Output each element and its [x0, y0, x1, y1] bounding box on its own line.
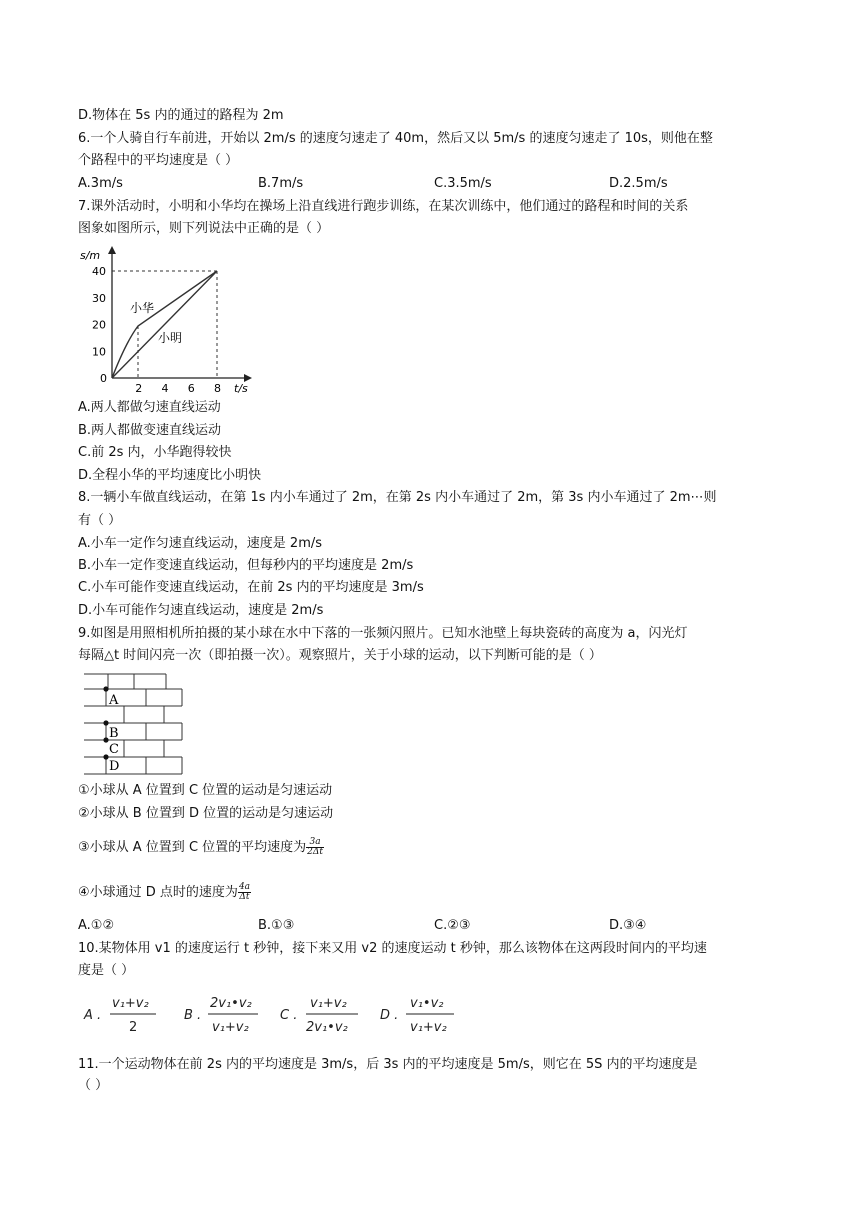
tile-label-d: D: [109, 759, 120, 774]
q6-stem-line1: 6.一个人骑自行车前进，开始以 2m/s 的速度匀速走了 40m，然后又以 5m/s 的速度匀速走了 10s，则他在整: [78, 131, 713, 146]
q7-option-a: A.两人都做匀速直线运动: [78, 400, 221, 415]
q10-label-d: D .: [380, 1008, 399, 1023]
q9-options: [78, 918, 798, 934]
q10-stem-line1: 10.某物体用 v1 的速度运行 t 秒钟，接下来又用 v2 的速度运动 t 秒钟，那么该物体在这两段时间内的平均速: [78, 941, 707, 956]
q5-option-d: D.物体在 5s 内的通过的路程为 2m: [78, 108, 284, 123]
q10-a-num: v₁+v₂: [112, 996, 149, 1011]
q9-option-d: D.③④: [609, 918, 647, 933]
origin-label: 0: [100, 372, 107, 385]
q6-stem-line2: 个路程中的平均速度是（ ）: [78, 153, 239, 168]
q8-option-d: D.小车可能作匀速直线运动，速度是 2m/s: [78, 603, 324, 618]
ball-b: [103, 720, 108, 725]
q6-option-d: D.2.5m/s: [609, 176, 668, 191]
x-tick-label: 4: [161, 382, 169, 394]
q7-option-b: B.两人都做变速直线运动: [78, 423, 222, 438]
q9-stem-line1: 9.如图是用照相机所拍摄的某小球在水中下落的一张频闪照片。已知水池壁上每块瓷砖的高度为 a，闪光灯: [78, 626, 688, 641]
ball-d: [103, 754, 108, 759]
q10-label-b: B .: [184, 1008, 202, 1023]
q9-option-a: A.①②: [78, 918, 115, 933]
q9-stem-line2: 每隔△t 时间闪亮一次（即拍摄一次）。观察照片，关于小球的运动，以下判断可能的是（ ）: [78, 648, 602, 663]
q10-d-num: v₁•v₂: [410, 996, 444, 1011]
tile-label-a: A: [109, 693, 119, 708]
y-tick-label: 20: [92, 318, 106, 332]
series-xiaoming: [112, 271, 217, 378]
q10-c-num: v₁+v₂: [310, 996, 347, 1011]
y-axis-label: s/m: [80, 249, 101, 262]
q9-tile-wall: [84, 672, 184, 777]
ball-a: [103, 686, 108, 691]
tile-label-c: C: [109, 742, 119, 757]
q6-options: [78, 176, 798, 192]
q9-statement-3-text: ③小球从 A 位置到 C 位置的平均速度为: [78, 840, 307, 855]
q9-option-c: C.②③: [434, 918, 471, 933]
q8-stem-line1: 8.一辆小车做直线运动，在第 1s 内小车通过了 2m，在第 2s 内小车通过了 2m，第 3s 内小车通过了 2m⋯则: [78, 490, 717, 505]
q9-statement-4-text: ④小球通过 D 点时的速度为: [78, 885, 238, 900]
q10-formula-options: [80, 990, 470, 1040]
x-axis-arrow: [244, 374, 252, 382]
q9-option-b: B.①③: [258, 918, 295, 933]
q10-d-den: v₁+v₂: [410, 1020, 447, 1035]
x-axis-label: t/s: [234, 382, 248, 394]
q8-option-a: A.小车一定作匀速直线运动，速度是 2m/s: [78, 536, 323, 551]
q7-stem-line1: 7.课外活动时，小明和小华均在操场上沿直线进行跑步训练，在某次训练中，他们通过的路程和时间的关系: [78, 199, 689, 214]
y-tick-label: 10: [92, 345, 106, 359]
q10-label-c: C .: [280, 1008, 298, 1023]
y-tick-label: 30: [92, 291, 106, 305]
fraction-4a-dt: $\frac{4a}{\Delta t}$: [238, 882, 251, 902]
q8-stem-line2: 有（ ）: [78, 513, 122, 528]
q8-option-b: B.小车一定作变速直线运动，但每秒内的平均速度是 2m/s: [78, 558, 414, 573]
y-axis-arrow: [108, 246, 116, 254]
q11-stem-line2: （ ）: [78, 1078, 109, 1093]
x-tick-label: 8: [214, 382, 221, 394]
q10-c-den: 2v₁•v₂: [306, 1020, 348, 1035]
q9-statement-2: ②小球从 B 位置到 D 位置的运动是匀速运动: [78, 806, 334, 821]
q7-stem-line2: 图象如图所示，则下列说法中正确的是（ ）: [78, 221, 330, 236]
q6-option-b: B.7m/s: [258, 176, 304, 191]
q10-label-a: A .: [84, 1008, 102, 1023]
q9-statement-3: [78, 836, 324, 860]
q8-option-c: C.小车可能作变速直线运动，在前 2s 内的平均速度是 3m/s: [78, 580, 424, 595]
q7-option-c: C.前 2s 内，小华跑得较快: [78, 445, 232, 460]
q11-stem-line1: 11.一个运动物体在前 2s 内的平均速度是 3m/s，后 3s 内的平均速度是 5m/s，则它在 5S 内的平均速度是: [78, 1057, 698, 1072]
q10-a-den: 2: [129, 1020, 138, 1035]
label-xiaoming: 小明: [158, 331, 183, 345]
q9-statement-4: [78, 881, 251, 905]
q6-option-c: C.3.5m/s: [434, 176, 492, 191]
q10-stem-line2: 度是（ ）: [78, 963, 135, 978]
label-xiaohua: 小华: [130, 301, 155, 315]
x-tick-label: 2: [135, 382, 143, 394]
q7-option-d: D.全程小华的平均速度比小明快: [78, 468, 262, 483]
y-tick-label: 40: [92, 265, 106, 278]
tile-label-b: B: [109, 726, 119, 741]
q9-statement-1: ①小球从 A 位置到 C 位置的运动是匀速运动: [78, 783, 333, 798]
fraction-3a-2dt: $\frac{3a}{2\Delta t}$: [307, 837, 323, 857]
q6-option-a: A.3m/s: [78, 176, 123, 191]
q10-b-num: 2v₁•v₂: [210, 996, 252, 1011]
q7-graph: [78, 244, 258, 394]
q10-b-den: v₁+v₂: [212, 1020, 249, 1035]
x-tick-label: 6: [187, 382, 195, 394]
ball-c: [103, 737, 108, 742]
